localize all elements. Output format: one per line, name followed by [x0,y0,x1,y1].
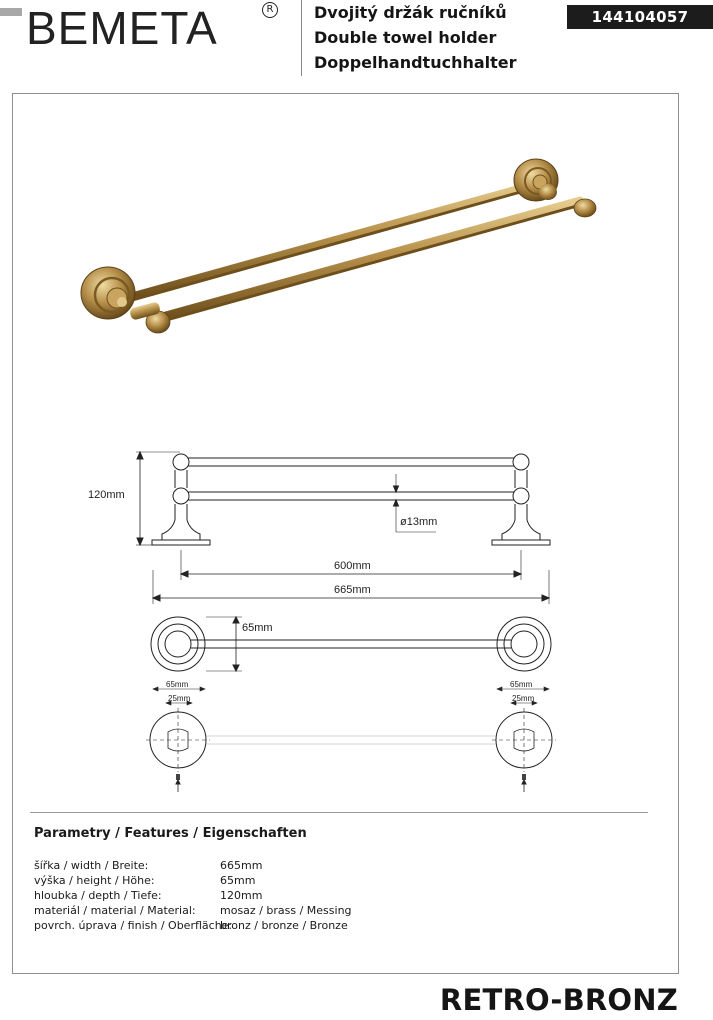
parameters-title: Parametry / Features / Eigenschaften [34,826,307,841]
param-value-material: mosaz / brass / Messing [220,904,352,917]
param-value-width: 665mm [220,859,263,872]
left-fixing-label: 25mm [168,694,191,703]
top-view [151,617,551,671]
left-rosette-label: 65mm [166,680,189,689]
front-rod [155,200,580,320]
product-code: 144104057 [567,5,713,29]
header-divider [301,0,302,76]
left-rosette [81,267,135,319]
title-english: Double towel holder [314,28,497,47]
title-german: Doppelhandtuchhalter [314,53,517,72]
param-label-material: materiál / material / Material: [34,904,196,917]
param-row [34,918,352,933]
width-label: 665mm [334,584,371,596]
product-titles [314,0,517,75]
right-fixing-label: 25mm [512,694,535,703]
param-row [34,903,352,918]
logo-wordmark: BEMETA [26,2,218,54]
param-label-finish: povrch. úprava / finish / Oberfläche: [34,919,233,932]
title-czech: Dvojitý držák ručníků [314,3,507,22]
param-row [34,873,352,888]
front-view [152,454,550,545]
param-label-height: výška / height / Höhe: [34,874,155,887]
back-rod [130,182,540,298]
logo-gray-block [0,8,22,16]
param-row [34,858,352,873]
left-end-knob [129,301,170,333]
inner-width-label: 600mm [334,560,371,572]
registered-mark: R [262,2,278,18]
param-label-width: šířka / width / Breite: [34,859,149,872]
height-label: 120mm [88,489,125,501]
param-value-finish: bronz / bronze / Bronze [220,919,348,932]
param-label-depth: hloubka / depth / Tiefe: [34,889,162,902]
param-value-height: 65mm [220,874,256,887]
param-value-depth: 120mm [220,889,263,902]
series-name: RETRO-BRONZ [439,983,678,1017]
technical-drawing [80,440,580,800]
product-image [70,150,610,350]
mounting-dimensions [153,687,549,705]
mounting-view [146,708,556,792]
parameters-table [34,858,352,933]
right-rosette-label: 65mm [510,680,533,689]
param-row [34,888,352,903]
brand-logo [0,0,290,54]
rosette-label: 65mm [242,622,273,634]
section-divider [30,812,648,813]
diameter-label: ø13mm [400,516,438,528]
